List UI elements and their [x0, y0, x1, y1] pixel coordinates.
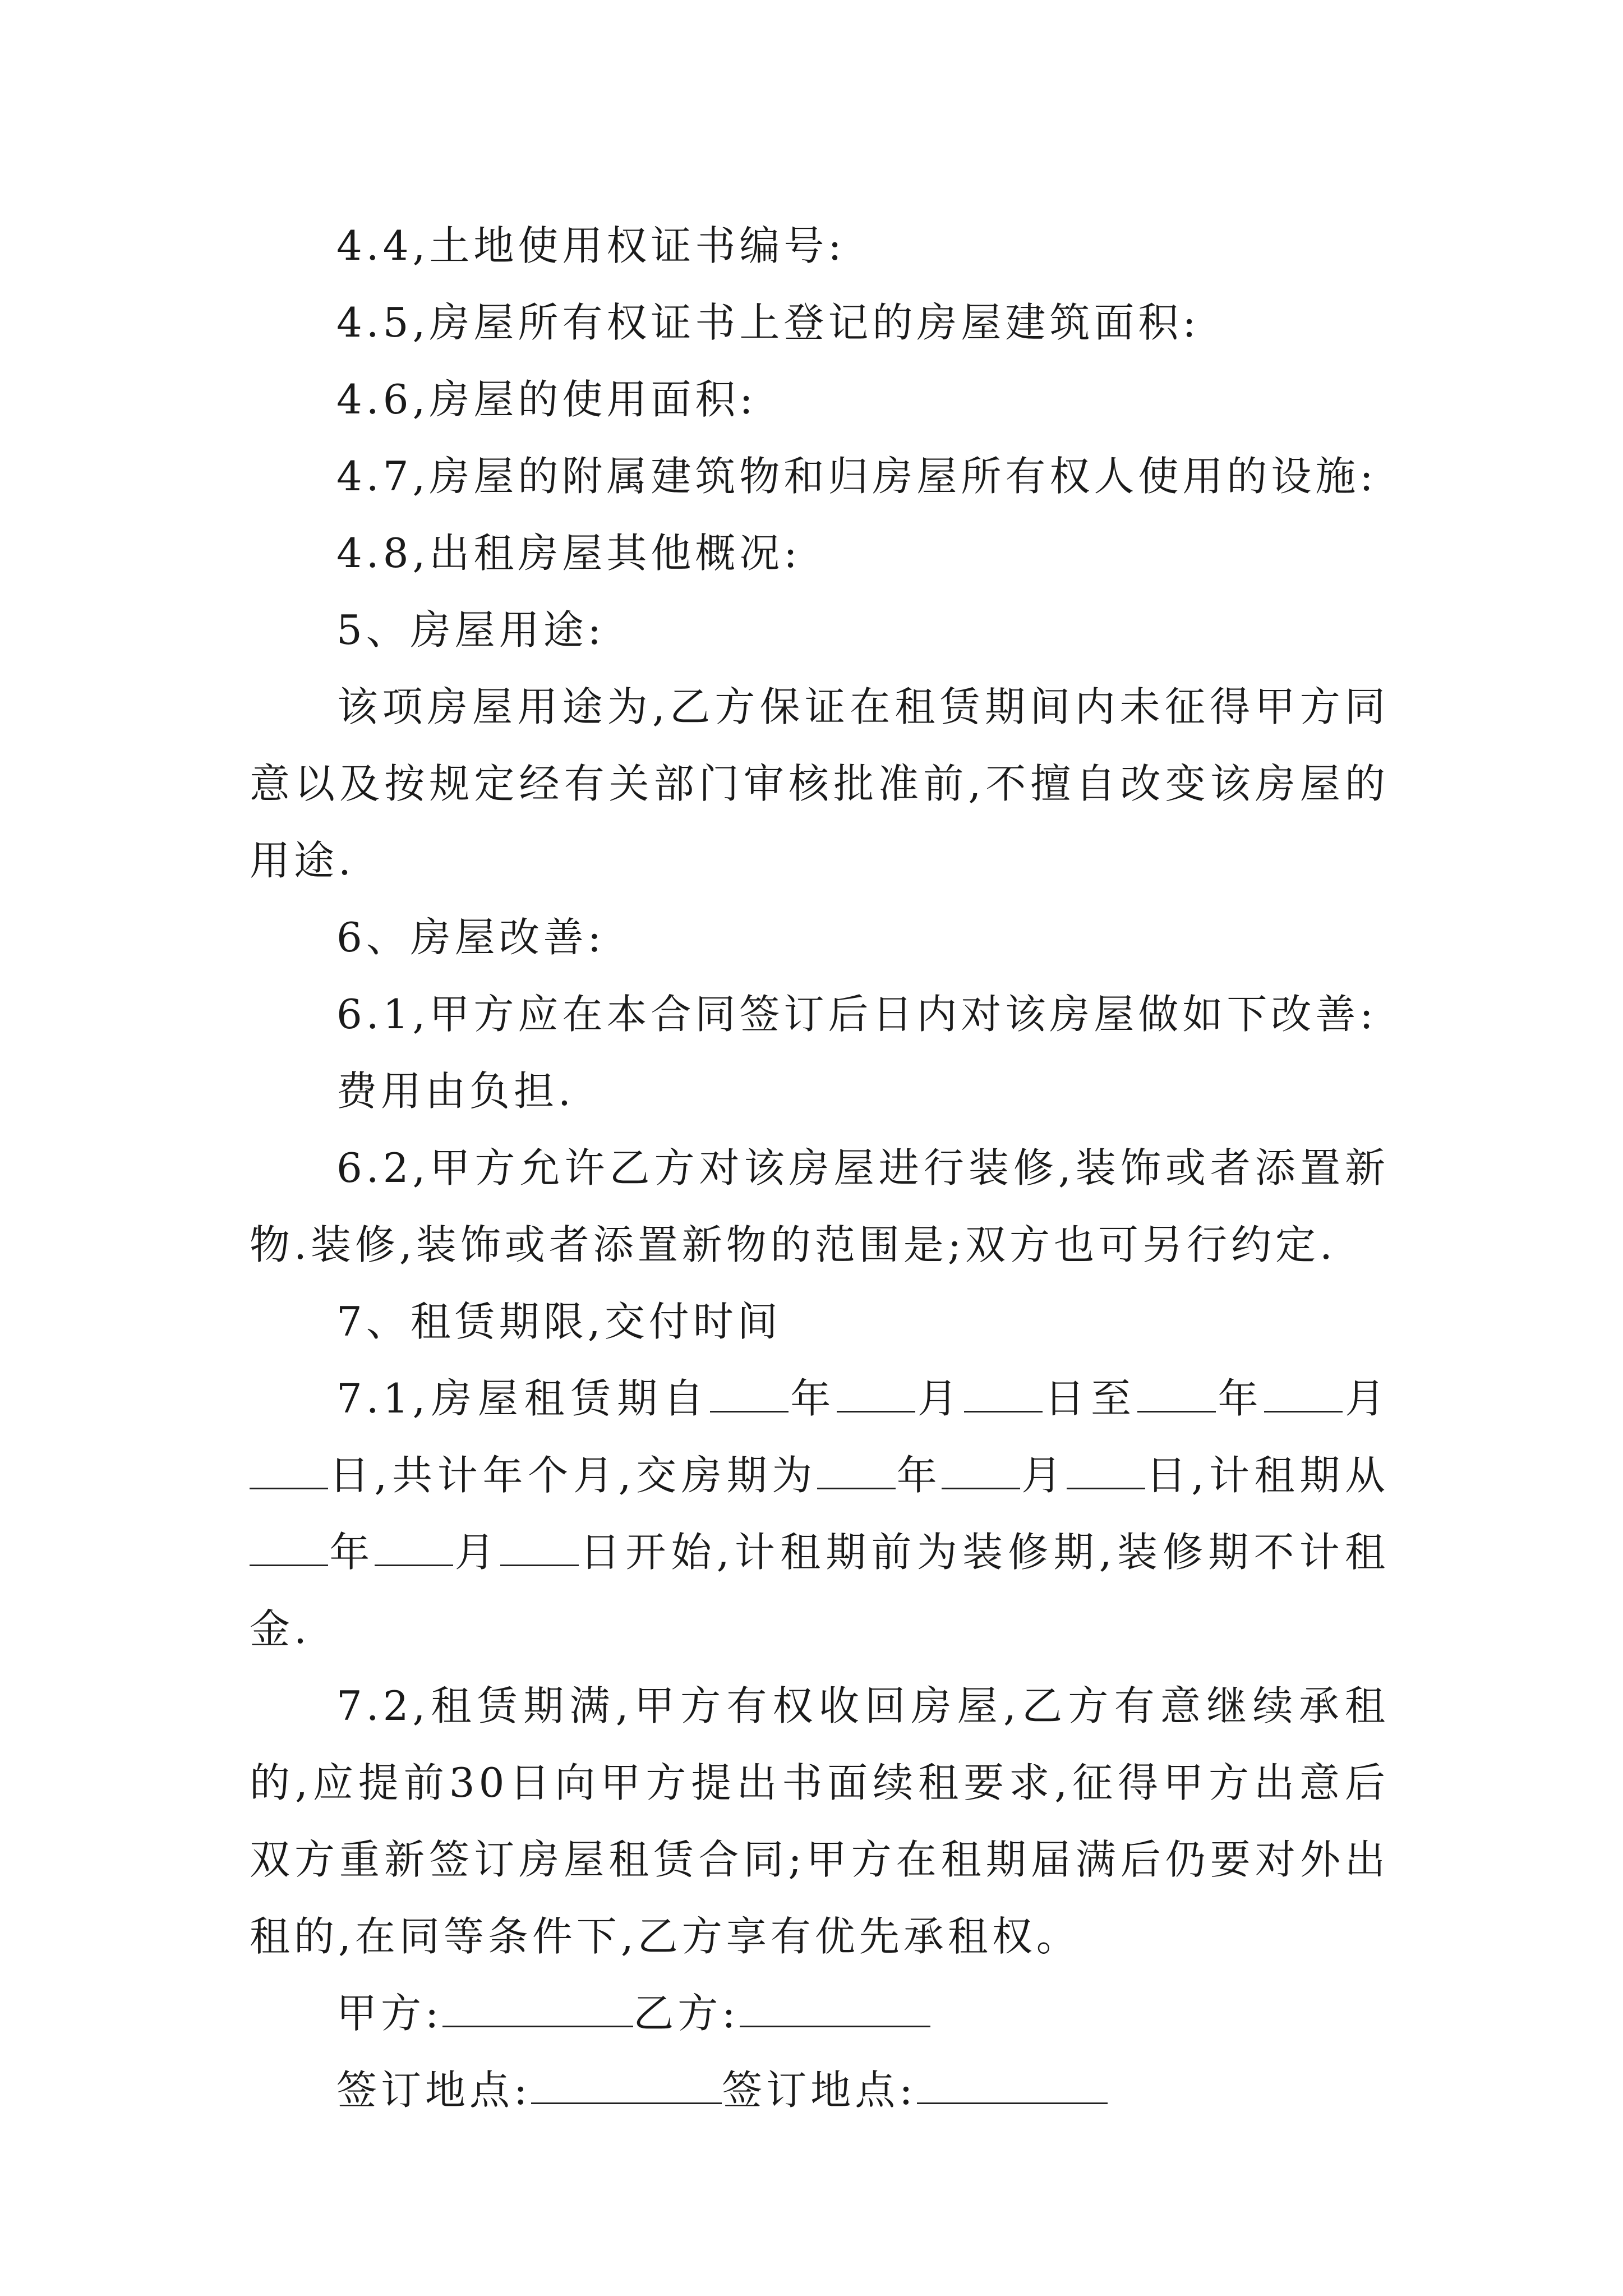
clause-7-2: 7.2,租赁期满,甲方有权收回房屋,乙方有意继续承租的,应提前30日向甲方提出书面续租要求,征得甲方出意后双方重新签订房屋租赁合同;甲方在租期届满后仍要对外出租的,在同等条件下,乙方享有优先承租权。 [250, 1682, 1389, 1960]
place-b-blank[interactable] [917, 2067, 1108, 2104]
blank-field[interactable] [1137, 1375, 1216, 1412]
blank-field[interactable] [250, 1452, 328, 1489]
place-a-blank[interactable] [531, 2067, 722, 2104]
clause-6-1-cost: 费用由负担. [336, 1068, 575, 1115]
section-7-heading: 7、租赁期限,交付时间 [336, 1298, 782, 1345]
blank-field[interactable] [250, 1529, 328, 1566]
clause-6-2: 6.2,甲方允许乙方对该房屋进行装修,装饰或者添置新物.装修,装饰或者添置新物的范围是;双方也可另行约定. [250, 1144, 1389, 1268]
blank-field[interactable] [817, 1452, 896, 1489]
document-page [250, 208, 1389, 2129]
clause-4-6: 4.6,房屋的使用面积: [336, 376, 757, 423]
blank-field[interactable] [1067, 1452, 1145, 1489]
signature-parties: 甲方: 乙方: [250, 1975, 1389, 2052]
clause-4-8: 4.8,出租房屋其他概况: [336, 530, 801, 577]
section-5-heading: 5、房屋用途: [336, 606, 606, 654]
clause-6-1: 6.1,甲方应在本合同签订后日内对该房屋做如下改善: [336, 991, 1377, 1038]
party-a-blank[interactable] [442, 1990, 633, 2027]
blank-field[interactable] [500, 1529, 579, 1566]
clause-4-7: 4.7,房屋的附属建筑物和归房屋所有权人使用的设施: [336, 453, 1377, 500]
blank-field[interactable] [1264, 1375, 1343, 1412]
blank-field[interactable] [375, 1529, 453, 1566]
clause-4-4: 4.4,土地使用权证书编号: [336, 222, 846, 269]
blank-field[interactable] [964, 1375, 1043, 1412]
signature-places: 签订地点: 签订地点: [250, 2052, 1389, 2129]
section-5-body: 该项房屋用途为,乙方保证在租赁期间内未征得甲方同意以及按规定经有关部门审核批准前,不擅自改变该房屋的用途. [250, 683, 1389, 884]
blank-field[interactable] [942, 1452, 1020, 1489]
clause-7-1: 7.1,房屋租赁期自 年 月 日至 年 月日,共计年个月,交房期为 年 月 日,计租期从年 月 日开始,计租期前为装修期,装修期不计租金. [250, 1375, 1389, 1653]
clause-4-5: 4.5,房屋所有权证书上登记的房屋建筑面积: [336, 299, 1200, 346]
blank-field[interactable] [837, 1375, 915, 1412]
blank-field[interactable] [710, 1375, 789, 1412]
section-6-heading: 6、房屋改善: [336, 914, 606, 961]
party-b-blank[interactable] [740, 1990, 930, 2027]
